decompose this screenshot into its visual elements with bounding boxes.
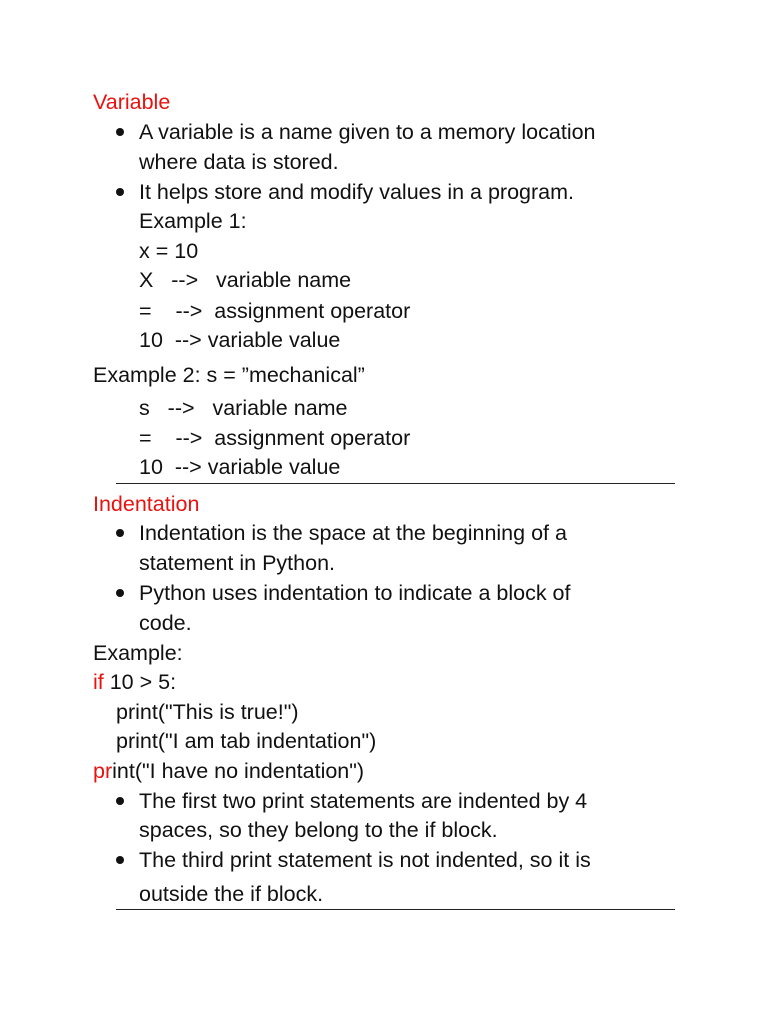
bullet-icon	[116, 188, 124, 196]
variable-bullet-2-line-1: It helps store and modify values in a program.	[139, 180, 574, 204]
indentation-bullet-2-line-1: Python uses indentation to indicate a block of	[139, 581, 571, 605]
example-label: Example:	[93, 641, 183, 665]
example-1-explanation-3: 10 --> variable value	[139, 328, 341, 352]
bullet-icon	[116, 797, 124, 805]
variable-bullet-1-line-2: where data is stored.	[139, 150, 339, 174]
example-2-title: Example 2: s = ”mechanical”	[93, 363, 365, 387]
section-divider	[116, 909, 675, 910]
indentation-bullet-1-line-1: Indentation is the space at the beginning of a	[139, 521, 567, 545]
code-line-print-1: print("This is true!")	[116, 700, 299, 724]
variable-bullet-1-line-1: A variable is a name given to a memory location	[139, 120, 596, 144]
print-prefix: pr	[93, 759, 113, 783]
example-2-explanation-3: 10 --> variable value	[139, 455, 341, 479]
indentation-heading: Indentation	[93, 492, 200, 516]
if-keyword: if	[93, 670, 104, 694]
bullet-icon	[116, 856, 124, 864]
example-1-explanation-2: = --> assignment operator	[139, 299, 411, 323]
example-1-code: x = 10	[139, 239, 199, 263]
code-line-print-2: print("I am tab indentation")	[116, 729, 377, 753]
if-condition: 10 > 5:	[103, 670, 177, 694]
print-rest: int("I have no indentation")	[112, 759, 365, 783]
note-1-line-2: spaces, so they belong to the if block.	[139, 818, 498, 842]
bullet-icon	[116, 589, 124, 597]
code-line-if	[93, 669, 176, 695]
note-2-line-2: outside the if block.	[139, 882, 324, 906]
code-line-print-3	[93, 758, 364, 784]
example-2-explanation-2: = --> assignment operator	[139, 426, 411, 450]
example-1-explanation-1: X --> variable name	[139, 268, 352, 292]
note-1-line-1: The first two print statements are indented by 4	[139, 789, 588, 813]
note-2-line-1: The third print statement is not indented, so it is	[139, 848, 591, 872]
example-2-explanation-1: s --> variable name	[139, 396, 348, 420]
example-1-title: Example 1:	[139, 209, 247, 233]
section-divider	[116, 483, 675, 484]
bullet-icon	[116, 128, 124, 136]
variable-heading: Variable	[93, 90, 171, 114]
indentation-bullet-1-line-2: statement in Python.	[139, 551, 335, 575]
bullet-icon	[116, 529, 124, 537]
indentation-bullet-2-line-2: code.	[139, 611, 192, 635]
